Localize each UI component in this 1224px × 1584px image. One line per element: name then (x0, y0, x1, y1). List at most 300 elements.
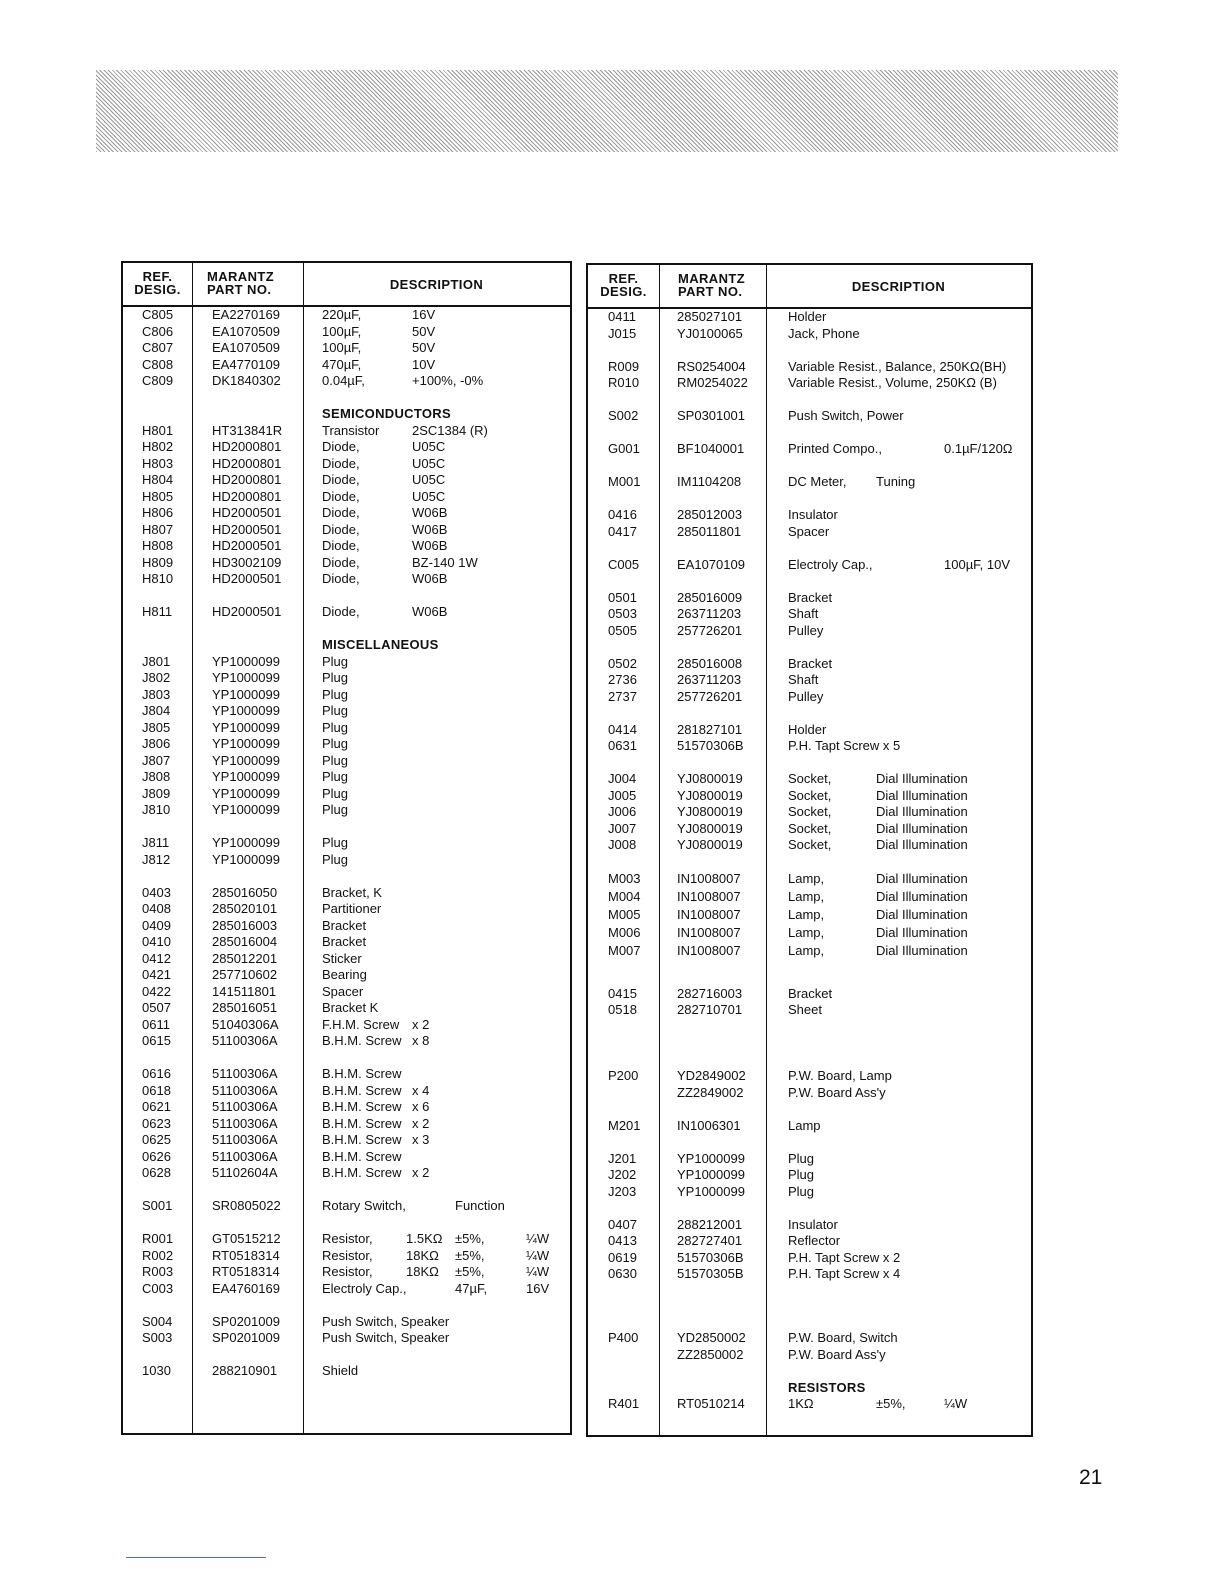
spec: ±5%, (876, 1396, 906, 1411)
description: Socket, (788, 787, 832, 803)
part-number: BF1040001 (677, 441, 745, 456)
part-row (588, 804, 1031, 820)
description: Lamp, (788, 889, 825, 904)
ref-desig: 0411 (608, 309, 636, 324)
section-title: RESISTORS (788, 1379, 866, 1395)
part-row (123, 340, 570, 356)
ref-desig: S001 (142, 1198, 173, 1213)
ref-desig: R401 (608, 1396, 640, 1411)
description: Variable Resist., Balance, 250KΩ(BH) (788, 358, 1007, 374)
part-row (588, 474, 1031, 490)
part-number: HD2000801 (212, 472, 282, 487)
ref-desig: C805 (142, 307, 174, 322)
ref-desig: H804 (142, 472, 174, 487)
part-number: YP1000099 (212, 670, 280, 685)
spec: +100%, -0% (412, 373, 484, 388)
description: Socket, (788, 804, 832, 819)
part-row (123, 472, 570, 488)
description: Resistor, (322, 1231, 373, 1246)
description: Push Switch, Speaker (322, 1313, 450, 1329)
ref-desig: 0407 (608, 1216, 637, 1232)
description: Diode, (322, 521, 360, 537)
part-row (123, 1198, 570, 1214)
part-row (588, 309, 1031, 325)
ref-desig: 0507 (142, 1000, 171, 1015)
spec: 47µF, (455, 1280, 488, 1296)
description: 0.04µF, (322, 373, 365, 388)
ref-desig: H809 (142, 554, 174, 570)
part-number: RT0518314 (212, 1247, 280, 1263)
ref-desig: R002 (142, 1247, 174, 1263)
part-row (123, 918, 570, 934)
ref-desig: 0410 (142, 934, 171, 949)
part-number: EA4760169 (212, 1280, 280, 1296)
description: Bracket (322, 917, 367, 933)
part-number: 282710701 (677, 1002, 743, 1017)
part-number: 285016009 (677, 589, 743, 605)
part-number: IN1008007 (677, 889, 741, 904)
part-row (123, 901, 570, 917)
part-number: 285012201 (212, 950, 278, 966)
spec: Dial Illumination (876, 837, 968, 852)
description: P.H. Tapt Screw x 4 (788, 1266, 901, 1281)
description: Shaft (788, 672, 819, 687)
ref-desig: J809 (142, 785, 171, 801)
part-row (123, 1314, 570, 1330)
description: DC Meter, (788, 474, 847, 489)
spec: Dial Illumination (876, 925, 968, 940)
spec: U05C (412, 455, 446, 471)
description: B.H.M. Screw (322, 1115, 402, 1131)
description: Diode, (322, 439, 360, 454)
part-row (123, 1281, 570, 1297)
ref-desig: G001 (608, 441, 640, 456)
part-number: YP1000099 (677, 1183, 745, 1199)
part-row (588, 1085, 1031, 1101)
description: Sticker (322, 950, 362, 966)
part-row (123, 522, 570, 538)
part-number: 288212001 (677, 1216, 743, 1232)
ref-desig: 0619 (608, 1249, 637, 1265)
ref-desig: J005 (608, 787, 637, 803)
ref-desig: J007 (608, 820, 637, 836)
spec: 0.1µF/120Ω (944, 441, 1013, 456)
part-number: HT313841R (212, 422, 283, 438)
part-row (123, 967, 570, 983)
ref-desig: 0501 (608, 589, 637, 605)
part-row (123, 1099, 570, 1115)
part-row (123, 604, 570, 620)
ref-desig: 0417 (608, 523, 637, 539)
ref-desig: J812 (142, 851, 171, 867)
spec: 18KΩ (406, 1264, 439, 1279)
description: Holder (788, 721, 827, 737)
ref-desig: H802 (142, 439, 174, 454)
part-row (588, 1250, 1031, 1266)
part-number: 51570305B (677, 1266, 744, 1281)
part-row (123, 456, 570, 472)
part-number: IN1008007 (677, 907, 741, 922)
ref-desig: J006 (608, 804, 637, 819)
part-row (123, 670, 570, 686)
description: Bracket (788, 589, 833, 605)
part-row (588, 672, 1031, 688)
part-number: YD2850002 (677, 1330, 746, 1345)
description: Plug (788, 1167, 815, 1182)
part-number: 51100306A (212, 1148, 278, 1164)
ref-desig: H807 (142, 521, 174, 537)
spec: x 2 (412, 1115, 430, 1131)
part-number: 282727401 (677, 1233, 743, 1248)
part-row (123, 1033, 570, 1049)
part-row (588, 889, 1031, 905)
ref-desig: 0615 (142, 1033, 171, 1048)
ref-desig: C005 (608, 556, 640, 572)
description: Socket, (788, 820, 832, 836)
description: B.H.M. Screw (322, 1165, 402, 1180)
part-row (123, 1149, 570, 1165)
description: Diode, (322, 488, 360, 504)
section-heading (123, 637, 570, 653)
description: Resistor, (322, 1264, 373, 1279)
part-number: YP1000099 (212, 736, 280, 751)
part-number: 285027101 (677, 309, 743, 324)
spec: Dial Illumination (876, 787, 968, 803)
part-row (123, 307, 570, 323)
description: P.W. Board Ass'y (788, 1346, 886, 1362)
part-row (588, 375, 1031, 391)
ref-desig: 0618 (142, 1082, 171, 1098)
spec: 16V (526, 1280, 550, 1296)
spec: Dial Illumination (876, 907, 968, 922)
part-row (588, 1184, 1031, 1200)
part-number: 285012003 (677, 507, 743, 522)
description: 220µF, (322, 307, 362, 322)
header-description: DESCRIPTION (389, 277, 484, 292)
description: Transistor (322, 422, 380, 438)
part-number: 51100306A (212, 1132, 278, 1147)
description: Socket, (788, 771, 832, 786)
spec: x 2 (412, 1016, 430, 1032)
part-row (588, 689, 1031, 705)
spec: W06B (412, 571, 448, 586)
part-row (123, 934, 570, 950)
part-row (588, 326, 1031, 342)
part-number: YP1000099 (677, 1167, 745, 1182)
ref-desig: J808 (142, 769, 171, 784)
ref-desig: 0414 (608, 721, 637, 737)
part-number: YP1000099 (212, 851, 280, 867)
part-number: YP1000099 (212, 703, 280, 718)
ref-desig: H811 (142, 604, 173, 619)
ref-desig: 0409 (142, 917, 171, 933)
description: Plug (322, 686, 349, 702)
spec: ±5%, (455, 1247, 485, 1263)
spec: x 3 (412, 1132, 430, 1147)
part-row (588, 1233, 1031, 1249)
ref-desig: M003 (608, 871, 641, 886)
spec: 18KΩ (406, 1247, 439, 1263)
ref-desig: 0621 (142, 1099, 171, 1114)
spec: Dial Illumination (876, 943, 968, 958)
part-row (123, 357, 570, 373)
part-number: YP1000099 (212, 719, 280, 735)
description: Diode, (322, 554, 360, 570)
part-number: HD2000801 (212, 439, 282, 454)
part-row (588, 943, 1031, 959)
part-number: HD2000801 (212, 488, 282, 504)
ref-desig: M007 (608, 943, 641, 958)
part-row (123, 786, 570, 802)
part-number: IN1008007 (677, 871, 741, 886)
description: Plug (322, 802, 349, 817)
ref-desig: 0505 (608, 622, 637, 638)
ref-desig: 0412 (142, 950, 171, 966)
part-number: EA2270169 (212, 307, 280, 322)
ref-desig: M201 (608, 1117, 641, 1133)
part-row (123, 373, 570, 389)
ref-desig: H801 (142, 422, 174, 438)
part-row (588, 590, 1031, 606)
part-number: YJ0800019 (677, 837, 743, 852)
ref-desig: 0416 (608, 507, 637, 522)
description: Jack, Phone (788, 325, 860, 341)
part-number: IN1008007 (677, 925, 741, 940)
ref-desig: S004 (142, 1313, 173, 1329)
part-row (123, 885, 570, 901)
part-number: EA1070109 (677, 556, 745, 572)
description: Bracket (788, 655, 833, 671)
part-number: EA1070509 (212, 340, 280, 355)
part-number: EA4770109 (212, 356, 280, 372)
spec: W06B (412, 521, 448, 537)
part-row (588, 623, 1031, 639)
description: Plug (788, 1150, 815, 1166)
ref-desig: R003 (142, 1264, 174, 1279)
part-number: 51100306A (212, 1082, 278, 1098)
spec: ¼W (526, 1264, 550, 1279)
part-row (588, 986, 1031, 1002)
ref-desig: J203 (608, 1183, 637, 1199)
part-number: YP1000099 (677, 1150, 745, 1166)
spec: W06B (412, 505, 448, 520)
description: Spacer (788, 523, 830, 539)
description: Pulley (788, 688, 824, 704)
ref-desig: J008 (608, 837, 637, 852)
part-number: 51100306A (212, 1066, 278, 1081)
header-ref-desig: REF. DESIG. (600, 271, 647, 299)
description: Lamp, (788, 907, 825, 922)
ref-desig: J801 (142, 653, 171, 669)
ref-desig: 0403 (142, 884, 171, 900)
description: Insulator (788, 1216, 838, 1232)
part-number: YP1000099 (212, 835, 280, 850)
ref-desig: M006 (608, 925, 641, 940)
part-row (123, 951, 570, 967)
part-row (588, 1330, 1031, 1346)
ref-desig: 0518 (608, 1002, 637, 1017)
spec: Tuning (876, 474, 916, 489)
description: B.H.M. Screw (322, 1148, 402, 1164)
description: Lamp, (788, 943, 825, 958)
part-row (588, 1266, 1031, 1282)
ref-desig: 0502 (608, 655, 637, 671)
ref-desig: 0408 (142, 901, 171, 916)
part-number: 285016051 (212, 1000, 278, 1015)
part-number: IM1104208 (677, 474, 742, 489)
part-number: YJ0800019 (677, 804, 743, 819)
description: Pulley (788, 622, 824, 638)
part-row (588, 837, 1031, 853)
spec: U05C (412, 472, 446, 487)
ref-desig: C808 (142, 356, 174, 372)
part-number: YP1000099 (212, 785, 280, 801)
spec: ¼W (526, 1231, 550, 1246)
description: Reflector (788, 1233, 841, 1248)
part-row (123, 1017, 570, 1033)
part-number: 282716003 (677, 985, 743, 1001)
description: P.W. Board, Switch (788, 1330, 898, 1345)
description: Lamp (788, 1117, 821, 1133)
description: B.H.M. Screw (322, 1033, 402, 1048)
part-row (588, 441, 1031, 457)
spec: 100µF, 10V (944, 556, 1011, 572)
description: Diode, (322, 538, 360, 553)
part-number: GT0515212 (212, 1231, 281, 1246)
part-number: 257726201 (677, 622, 743, 638)
ref-desig: J810 (142, 802, 171, 817)
ref-desig: 0503 (608, 606, 637, 621)
description: Bracket, K (322, 884, 382, 900)
part-row (588, 1151, 1031, 1167)
part-number: RM0254022 (677, 375, 748, 390)
part-number: YP1000099 (212, 769, 280, 784)
part-row (588, 871, 1031, 887)
spec: U05C (412, 488, 446, 504)
description: Lamp, (788, 925, 825, 940)
ref-desig: J015 (608, 325, 637, 341)
description: Socket, (788, 837, 832, 852)
ref-desig: 2736 (608, 672, 637, 687)
description: Diode, (322, 505, 360, 520)
part-row (588, 1167, 1031, 1183)
part-row (123, 687, 570, 703)
description: B.H.M. Screw (322, 1132, 402, 1147)
part-number: 285016004 (212, 934, 278, 949)
description: 1KΩ (788, 1396, 814, 1411)
part-row (123, 736, 570, 752)
ref-desig: M005 (608, 907, 641, 922)
part-row (123, 720, 570, 736)
part-number: 288210901 (212, 1363, 278, 1378)
part-number: SP0201009 (212, 1313, 280, 1329)
part-row (588, 1347, 1031, 1363)
description: Diode, (322, 455, 360, 471)
spec: x 4 (412, 1082, 430, 1098)
part-number: YJ0800019 (677, 787, 743, 803)
footer-rule (126, 1557, 266, 1558)
part-number: RT0518314 (212, 1264, 280, 1279)
part-row (123, 423, 570, 439)
part-number: 141511801 (212, 983, 277, 999)
section-heading (123, 406, 570, 422)
description: F.H.M. Screw (322, 1016, 400, 1032)
description: Shaft (788, 606, 819, 621)
description: Spacer (322, 983, 364, 999)
part-row (123, 439, 570, 455)
header-description: DESCRIPTION (851, 279, 946, 294)
part-row (123, 1264, 570, 1280)
spec: Dial Illumination (876, 820, 968, 836)
part-row (588, 606, 1031, 622)
description: Electroly Cap., (788, 556, 873, 572)
part-row (123, 835, 570, 851)
description: B.H.M. Screw (322, 1099, 402, 1114)
description: 100µF, (322, 340, 362, 355)
header-part-no: MARANTZ PART NO. (207, 269, 275, 297)
description: 100µF, (322, 323, 362, 339)
spec: Dial Illumination (876, 889, 968, 904)
description: Push Switch, Speaker (322, 1330, 450, 1345)
part-number: HD3002109 (212, 554, 282, 570)
description: Plug (322, 752, 349, 768)
part-number: 285016003 (212, 917, 278, 933)
spec: 2SC1384 (R) (412, 422, 488, 438)
ref-desig: 0422 (142, 983, 171, 999)
spec: 50V (412, 340, 436, 355)
part-row (588, 359, 1031, 375)
part-row (123, 1231, 570, 1247)
description: B.H.M. Screw (322, 1066, 402, 1081)
part-number: 263711203 (677, 672, 742, 687)
spec: 50V (412, 323, 436, 339)
part-row (588, 507, 1031, 523)
part-number: SP0201009 (212, 1330, 280, 1345)
part-number: 51100306A (212, 1115, 278, 1131)
part-row (123, 1000, 570, 1016)
ref-desig: 0413 (608, 1233, 637, 1248)
part-row (123, 538, 570, 554)
ref-desig: H806 (142, 505, 174, 520)
parts-table-right (586, 263, 1033, 1437)
part-row (588, 821, 1031, 837)
part-number: 51100306A (212, 1099, 278, 1114)
part-number: YP1000099 (212, 653, 280, 669)
part-number: 285011801 (677, 523, 742, 539)
spec: W06B (412, 604, 448, 619)
ref-desig: C809 (142, 373, 174, 388)
description: Plug (322, 835, 349, 850)
ref-desig: 0630 (608, 1266, 637, 1281)
part-row (123, 324, 570, 340)
part-row (123, 703, 570, 719)
description: Resistor, (322, 1247, 373, 1263)
part-row (123, 1066, 570, 1082)
part-row (588, 1217, 1031, 1233)
part-number: 51570306B (677, 738, 744, 753)
ref-desig: J202 (608, 1167, 637, 1182)
part-row (123, 654, 570, 670)
ref-desig: P200 (608, 1068, 639, 1083)
part-row (123, 984, 570, 1000)
part-number: DK1840302 (212, 373, 281, 388)
part-row (123, 1363, 570, 1379)
part-number: EA1070509 (212, 323, 280, 339)
part-row (123, 1116, 570, 1132)
description: Plug (322, 785, 349, 801)
part-row (123, 1083, 570, 1099)
part-row (588, 907, 1031, 923)
